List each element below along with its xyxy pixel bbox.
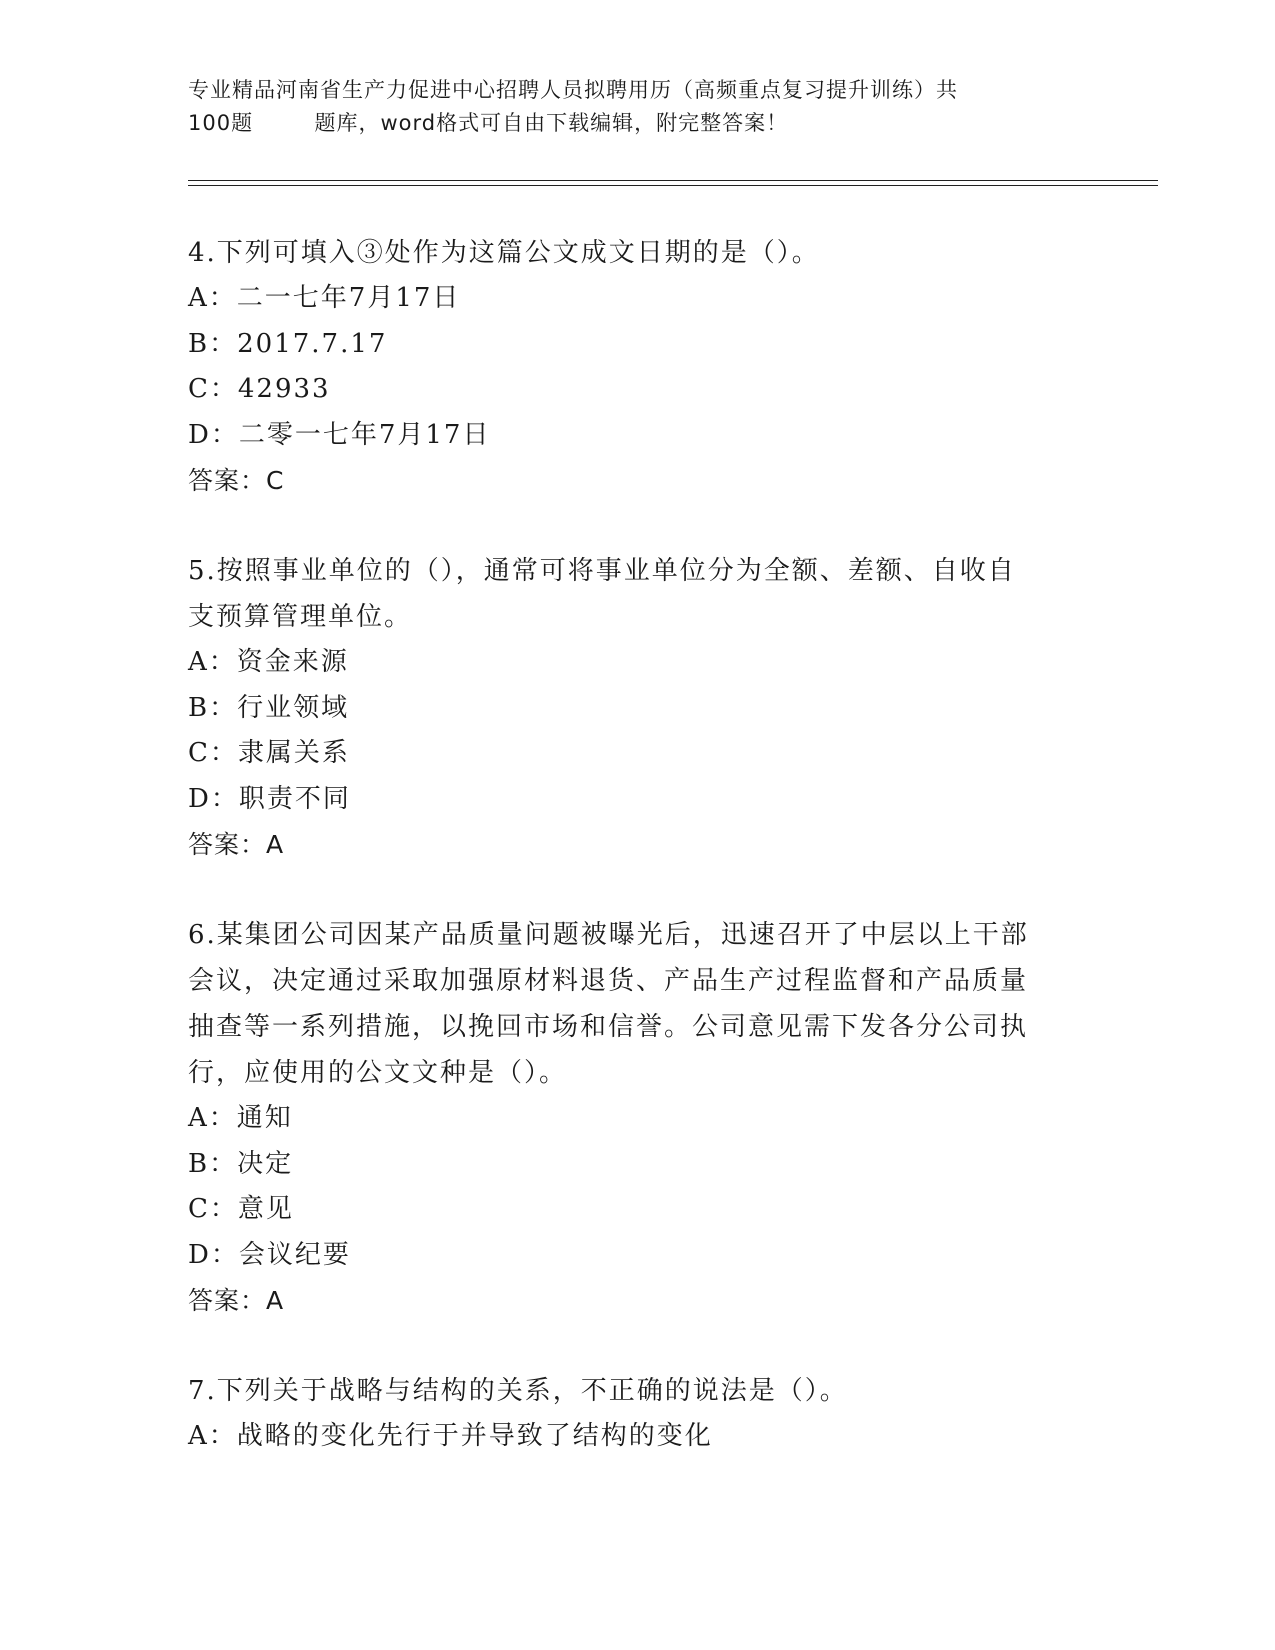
spacer xyxy=(188,868,1088,912)
option-a: A：二一七年7月17日 xyxy=(188,283,461,313)
question-6 xyxy=(188,912,1088,1324)
answer: 答案：A xyxy=(188,1286,285,1315)
header-divider-top xyxy=(188,180,1158,181)
question-stem-line: 支预算管理单位。 xyxy=(188,602,413,632)
question-5 xyxy=(188,548,1088,868)
option-a: A：通知 xyxy=(188,1103,293,1133)
option-a: A：战略的变化先行于并导致了结构的变化 xyxy=(188,1421,713,1451)
answer: 答案：C xyxy=(188,466,285,495)
question-stem-line: 会议，决定通过采取加强原材料退货、产品生产过程监督和产品质量 xyxy=(188,966,1029,996)
option-b: B：2017.7.17 xyxy=(188,328,388,359)
question-stem: 4.下列可填入③处作为这篇公文成文日期的是（）。 xyxy=(188,238,820,268)
question-list xyxy=(188,230,1088,1460)
option-c: C：42933 xyxy=(188,374,331,404)
question-4 xyxy=(188,230,1088,504)
option-d: D：二零一七年7月17日 xyxy=(188,419,491,450)
document-header xyxy=(188,74,1088,140)
question-stem: 7.下列关于战略与结构的关系，不正确的说法是（）。 xyxy=(188,1376,848,1406)
option-c: C：隶属关系 xyxy=(188,738,350,768)
option-d: D：会议纪要 xyxy=(188,1239,351,1270)
option-d: D：职责不同 xyxy=(188,783,351,814)
question-stem-line: 5.按照事业单位的（），通常可将事业单位分为全额、差额、自收自 xyxy=(188,556,1016,586)
header-title-line-1: 专业精品河南省生产力促进中心招聘人员拟聘用历（高频重点复习提升训练）共 xyxy=(188,78,958,102)
option-a: A：资金来源 xyxy=(188,647,349,677)
question-7 xyxy=(188,1368,1088,1460)
header-title-line-2: 100题 题库，word格式可自由下载编辑，附完整答案！ xyxy=(188,111,789,135)
option-b: B：决定 xyxy=(188,1148,294,1179)
spacer xyxy=(188,1324,1088,1368)
option-c: C：意见 xyxy=(188,1194,294,1224)
spacer xyxy=(188,504,1088,548)
header-divider-bottom xyxy=(188,185,1158,186)
option-b: B：行业领域 xyxy=(188,692,350,723)
question-stem-line: 行，应使用的公文文种是（）。 xyxy=(188,1058,568,1088)
answer: 答案：A xyxy=(188,830,285,859)
question-stem-line: 6.某集团公司因某产品质量问题被曝光后，迅速召开了中层以上干部 xyxy=(188,920,1029,950)
question-stem-line: 抽查等一系列措施，以挽回市场和信誉。公司意见需下发各分公司执 xyxy=(188,1012,1029,1042)
